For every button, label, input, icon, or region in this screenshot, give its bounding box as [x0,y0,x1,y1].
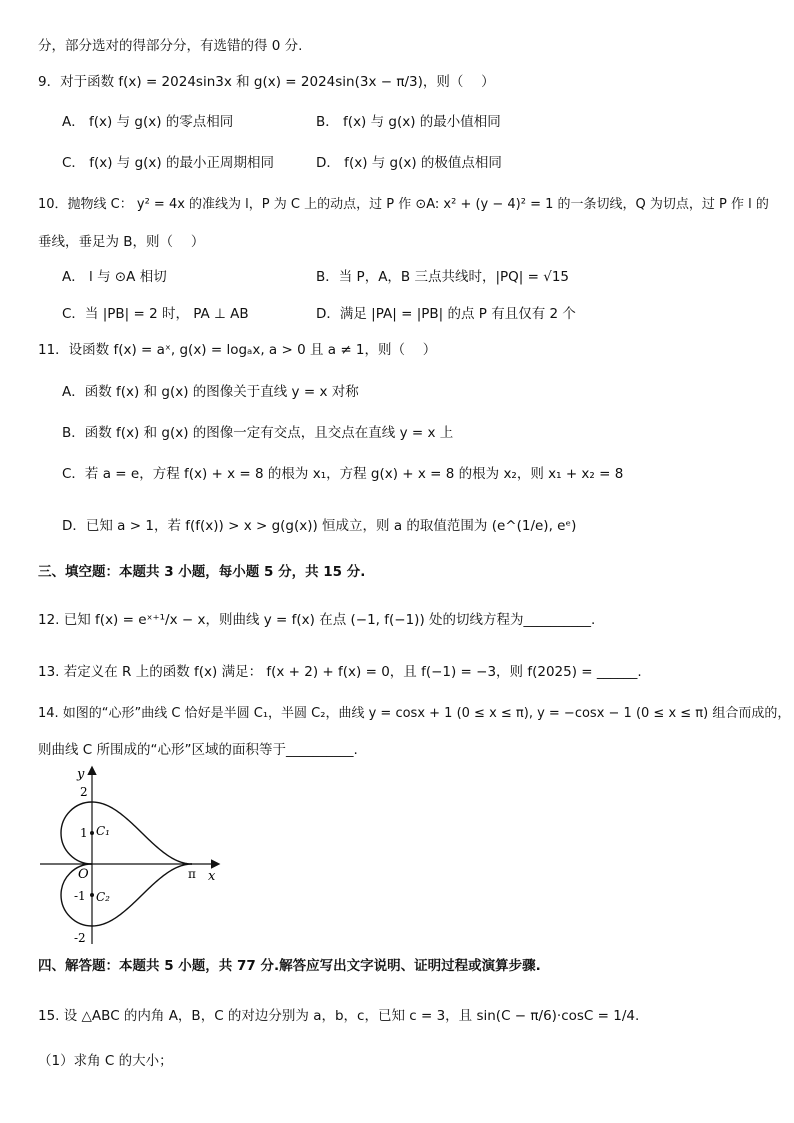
x-axis-label: x [208,869,216,884]
tick-1: 1 [80,826,88,840]
label-c2: C₂ [96,890,110,904]
q11-option-c: C．若 a = e，方程 f(x) + x = 8 的根为 x₁，方程 g(x) + x = 8 的根为 x₂，则 x₁ + x₂ = 8 [62,466,624,482]
q11-option-b: B．函数 f(x) 和 g(x) 的图像一定有交点，且交点在直线 y = x 上 [62,425,454,441]
q9-option-c: C． f(x) 与 g(x) 的最小正周期相同 [62,155,274,171]
tick-minus1: -1 [74,889,86,903]
q10-option-a: A． l 与 ⊙A 相切 [62,269,167,285]
question-15: 15. 设 △ABC 的内角 A，B，C 的对边分别为 a，b，c，已知 c = 3，且 sin(C − π/6)·cosC = 1/4. [38,1008,640,1024]
q10-option-d: D．满足 |PA| = |PB| 的点 P 有且仅有 2 个 [316,306,576,322]
question-10: 10．抛物线 C： y² = 4x 的准线为 l，P 为 C 上的动点，过 P 作 ⊙A: x² + (y − 4)² = 1 的一条切线，Q 为切点，过 P 作 l 的 [38,197,769,212]
center-c1-dot [90,831,94,835]
question-14: 14. 如图的“心形”曲线 C 恰好是半圆 C₁，半圆 C₂，曲线 y = cosx + 1 (0 ≤ x ≤ π), y = −cosx − 1 (0 ≤ x ≤ π) 组合而成的， [38,706,791,721]
origin-label: O [78,867,89,882]
continuation-line: 分，部分选对的得部分分，有选错的得 0 分. [38,38,303,54]
question-11: 11．设函数 f(x) = aˣ, g(x) = logₐx, a > 0 且 a ≠ 1，则（ ） [38,342,437,358]
tick-pi: π [188,867,196,881]
question-15-part-1: （1）求角 C 的大小； [38,1053,173,1069]
tick-2: 2 [80,785,88,799]
section-4-heading: 四、解答题：本题共 5 小题，共 77 分.解答应写出文字说明、证明过程或演算步骤. [38,958,541,974]
section-3-heading: 三、填空题：本题共 3 小题，每小题 5 分，共 15 分. [38,564,366,580]
question-13: 13. 若定义在 R 上的函数 f(x) 满足： f(x + 2) + f(x) = 0，且 f(−1) = −3，则 f(2025) = ______. [38,664,642,680]
question-9: 9．对于函数 f(x) = 2024sin3x 和 g(x) = 2024sin(3x − π/3)，则（ ） [38,74,495,90]
center-c2-dot [90,893,94,897]
q10-option-b: B．当 P，A，B 三点共线时，|PQ| = √15 [316,269,570,285]
question-12: 12. 已知 f(x) = eˣ⁺¹/x − x，则曲线 y = f(x) 在点 (−1, f(−1)) 处的切线方程为__________. [38,612,596,628]
tick-minus2: -2 [74,931,86,945]
y-axis-label: y [77,767,85,782]
q9-option-b: B． f(x) 与 g(x) 的最小值相同 [316,114,501,130]
q9-option-d: D． f(x) 与 g(x) 的极值点相同 [316,155,502,171]
q11-option-a: A．函数 f(x) 和 g(x) 的图像关于直线 y = x 对称 [62,384,359,400]
question-14-cont: 则曲线 C 所围成的“心形”区域的面积等于__________. [38,742,358,758]
heart-curve-figure [36,760,226,950]
q10-option-c: C．当 |PB| = 2 时， PA ⊥ AB [62,306,249,322]
q9-option-a: A． f(x) 与 g(x) 的零点相同 [62,114,234,130]
q11-option-d: D．已知 a > 1，若 f(f(x)) > x > g(g(x)) 恒成立，则 a 的取值范围为 (e^(1/e), eᵉ) [62,518,577,534]
label-c1: C₁ [96,824,110,838]
question-10-cont: 垂线，垂足为 B，则（ ） [38,234,205,250]
